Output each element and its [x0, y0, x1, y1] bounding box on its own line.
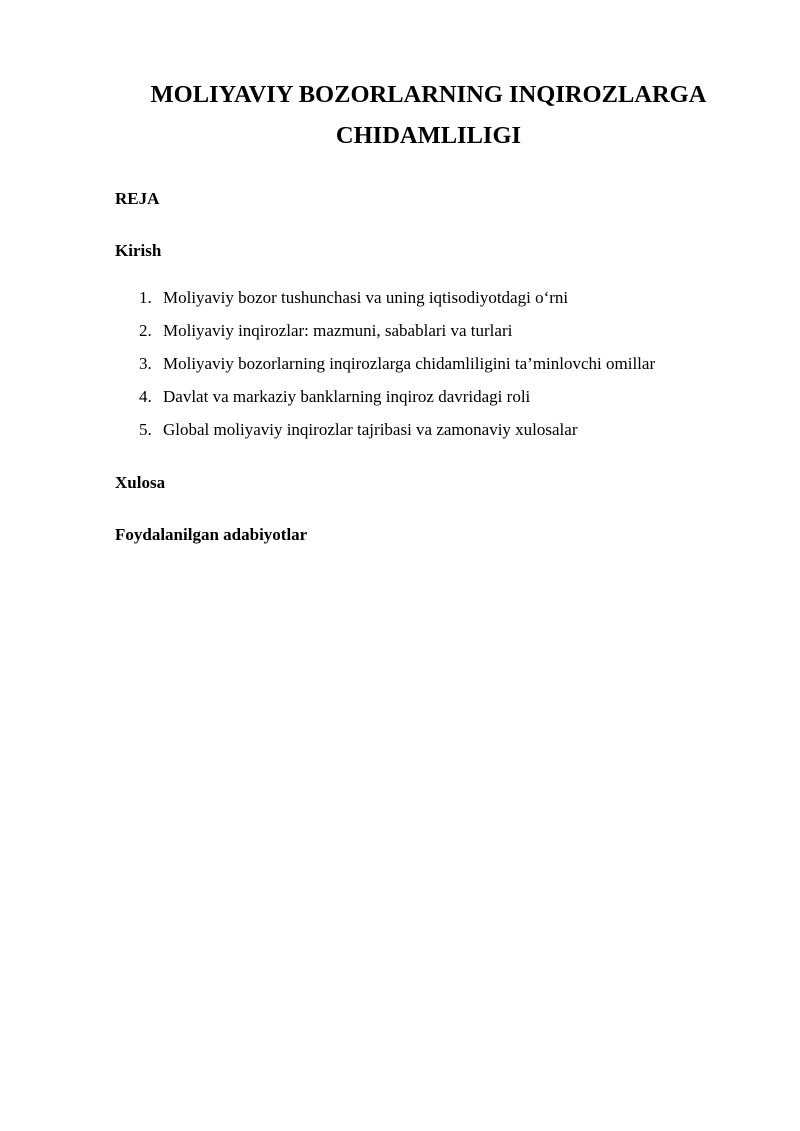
intro-heading: Kirish — [115, 241, 162, 260]
plan-item-5 — [115, 419, 655, 452]
plan-list — [115, 287, 655, 452]
plan-item-1 — [115, 287, 655, 320]
plan-item-3 — [115, 353, 655, 386]
plan-item-2 — [115, 320, 655, 353]
plan-item-text: Moliyaviy bozorlarning inqirozlarga chidamliligini ta’minlovchi omillar — [163, 354, 656, 373]
plan-item-4 — [115, 386, 655, 419]
plan-item-number: 3. — [139, 354, 152, 373]
conclusion-heading: Xulosa — [115, 473, 166, 492]
references-heading: Foydalanilgan adabiyotlar — [115, 525, 308, 544]
plan-item-number: 4. — [139, 387, 152, 406]
plan-heading: REJA — [115, 189, 160, 208]
plan-item-text: Global moliyaviy inqirozlar tajribasi va zamonaviy xulosalar — [163, 420, 578, 439]
plan-item-text: Moliyaviy bozor tushunchasi va uning iqtisodiyotdagi o‘rni — [163, 288, 569, 307]
plan-item-text: Moliyaviy inqirozlar: mazmuni, sabablari va turlari — [163, 321, 513, 340]
document-title: MOLIYAVIY BOZORLARNING INQIROZLARGA CHIDAMLILIGI — [150, 81, 707, 149]
plan-item-number: 5. — [139, 420, 152, 439]
plan-item-text: Davlat va markaziy banklarning inqiroz davridagi roli — [163, 387, 531, 406]
plan-item-number: 1. — [139, 288, 152, 307]
plan-item-number: 2. — [139, 321, 152, 340]
